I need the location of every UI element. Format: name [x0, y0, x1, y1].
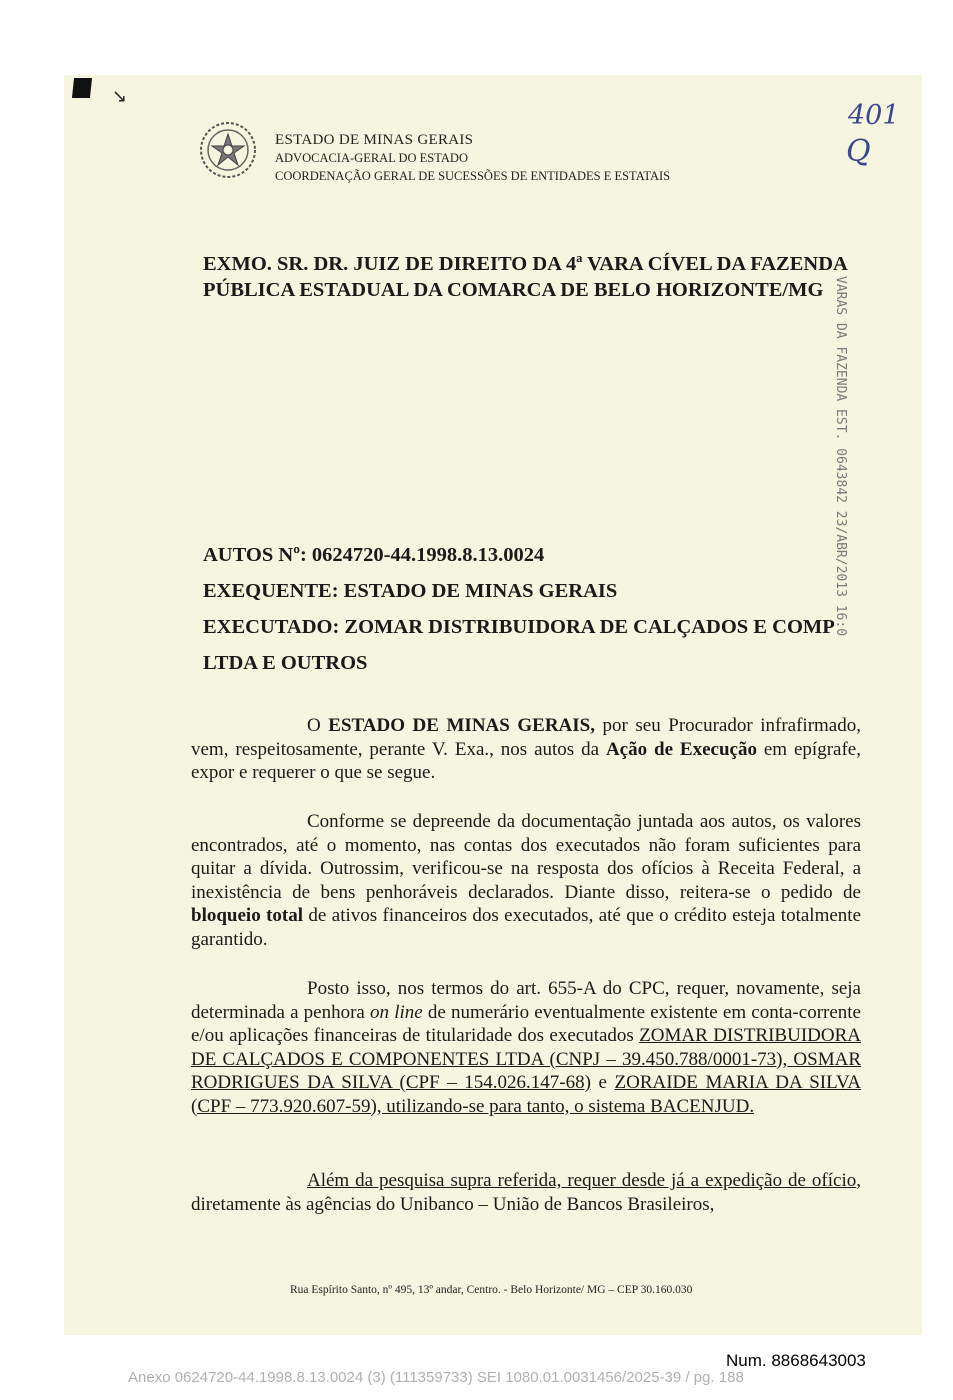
court-receipt-stamp: VARAS DA FAZENDA EST. 0643842 23/ABR/2013 16:0 [833, 276, 848, 637]
handwritten-page-number: 401 [848, 100, 900, 131]
annex-watermark: Anexo 0624720-44.1998.8.13.0024 (3) (111359733) SEI 1080.01.0031456/2025-39 / pg. 188 [128, 1369, 744, 1386]
header-agency: ADVOCACIA-GERAL DO ESTADO [275, 151, 468, 165]
addressee-line-1: EXMO. SR. DR. JUIZ DE DIREITO DA 4ª VARA CÍVEL DA FAZENDA [203, 253, 848, 275]
handwritten-initial: Q [846, 134, 871, 169]
header-state: ESTADO DE MINAS GERAIS [275, 132, 474, 148]
case-defendant: EXECUTADO: ZOMAR DISTRIBUIDORA DE CALÇADOS E COMP [203, 616, 835, 638]
header-coordination: COORDENAÇÃO GERAL DE SUCESSÕES DE ENTIDADES E ESTATAIS [275, 169, 671, 183]
case-defendant-continued: LTDA E OUTROS [203, 652, 368, 674]
paragraph-further-request: Além da pesquisa supra referida, requer desde já a expedição de ofício, diretamente às agências do Unibanco – União de Bancos Brasileiros, [191, 1170, 861, 1215]
addressee-line-2: PÚBLICA ESTADUAL DA COMARCA DE BELO HORIZONTE/MG [203, 279, 824, 301]
page-footer-address: Rua Espírito Santo, nº 495, 13º andar, Centro. - Belo Horizonte/ MG – CEP 30.160.030 [290, 1284, 693, 1296]
case-number: AUTOS Nº: 0624720-44.1998.8.13.0024 [203, 544, 545, 566]
paragraph-findings: Conforme se depreende da documentação juntada aos autos, os valores encontrados, até o momento, nas contas dos executados não foram suficientes para quitar a dívida. Outrossim, verificou-se na resposta dos ofícios à Receita Federal, a inexistência de bens penhoráveis declarados. Diante disso, reitera-se o pedido de bloqueio total de ativos financeiros dos executados, até que o crédito esteja totalmente garantido. [191, 811, 862, 950]
scan-mark [72, 78, 92, 98]
case-plaintiff: EXEQUENTE: ESTADO DE MINAS GERAIS [203, 580, 618, 602]
document-number: Num. 8868643003 [726, 1351, 866, 1370]
scan-tick-mark: ↘ [112, 86, 128, 107]
paragraph-request: Posto isso, nos termos do art. 655-A do CPC, requer, novamente, seja determinada a penhora on line de numerário eventualmente existente em conta-corrente e/ou aplicações financeiras de titularidade dos executados ZOMAR DISTRIBUIDORA DE CALÇADOS E COMPONENTES LTDA (CNPJ – 39.450.788/0001-73), OSMAR RODRIGUES DA SILVA (CPF – 154.026.147-68) e ZORAIDE MARIA DA SILVA (CPF – 773.920.607-59), utilizando-se para tanto, o sistema BACENJUD. [191, 978, 861, 1117]
coat-of-arms-icon [198, 120, 258, 180]
paragraph-intro: O ESTADO DE MINAS GERAIS, por seu Procurador infrafirmado, vem, respeitosamente, perante V. Exa., nos autos da Ação de Execução em epígrafe, expor e requerer o que se segue. [191, 715, 861, 783]
